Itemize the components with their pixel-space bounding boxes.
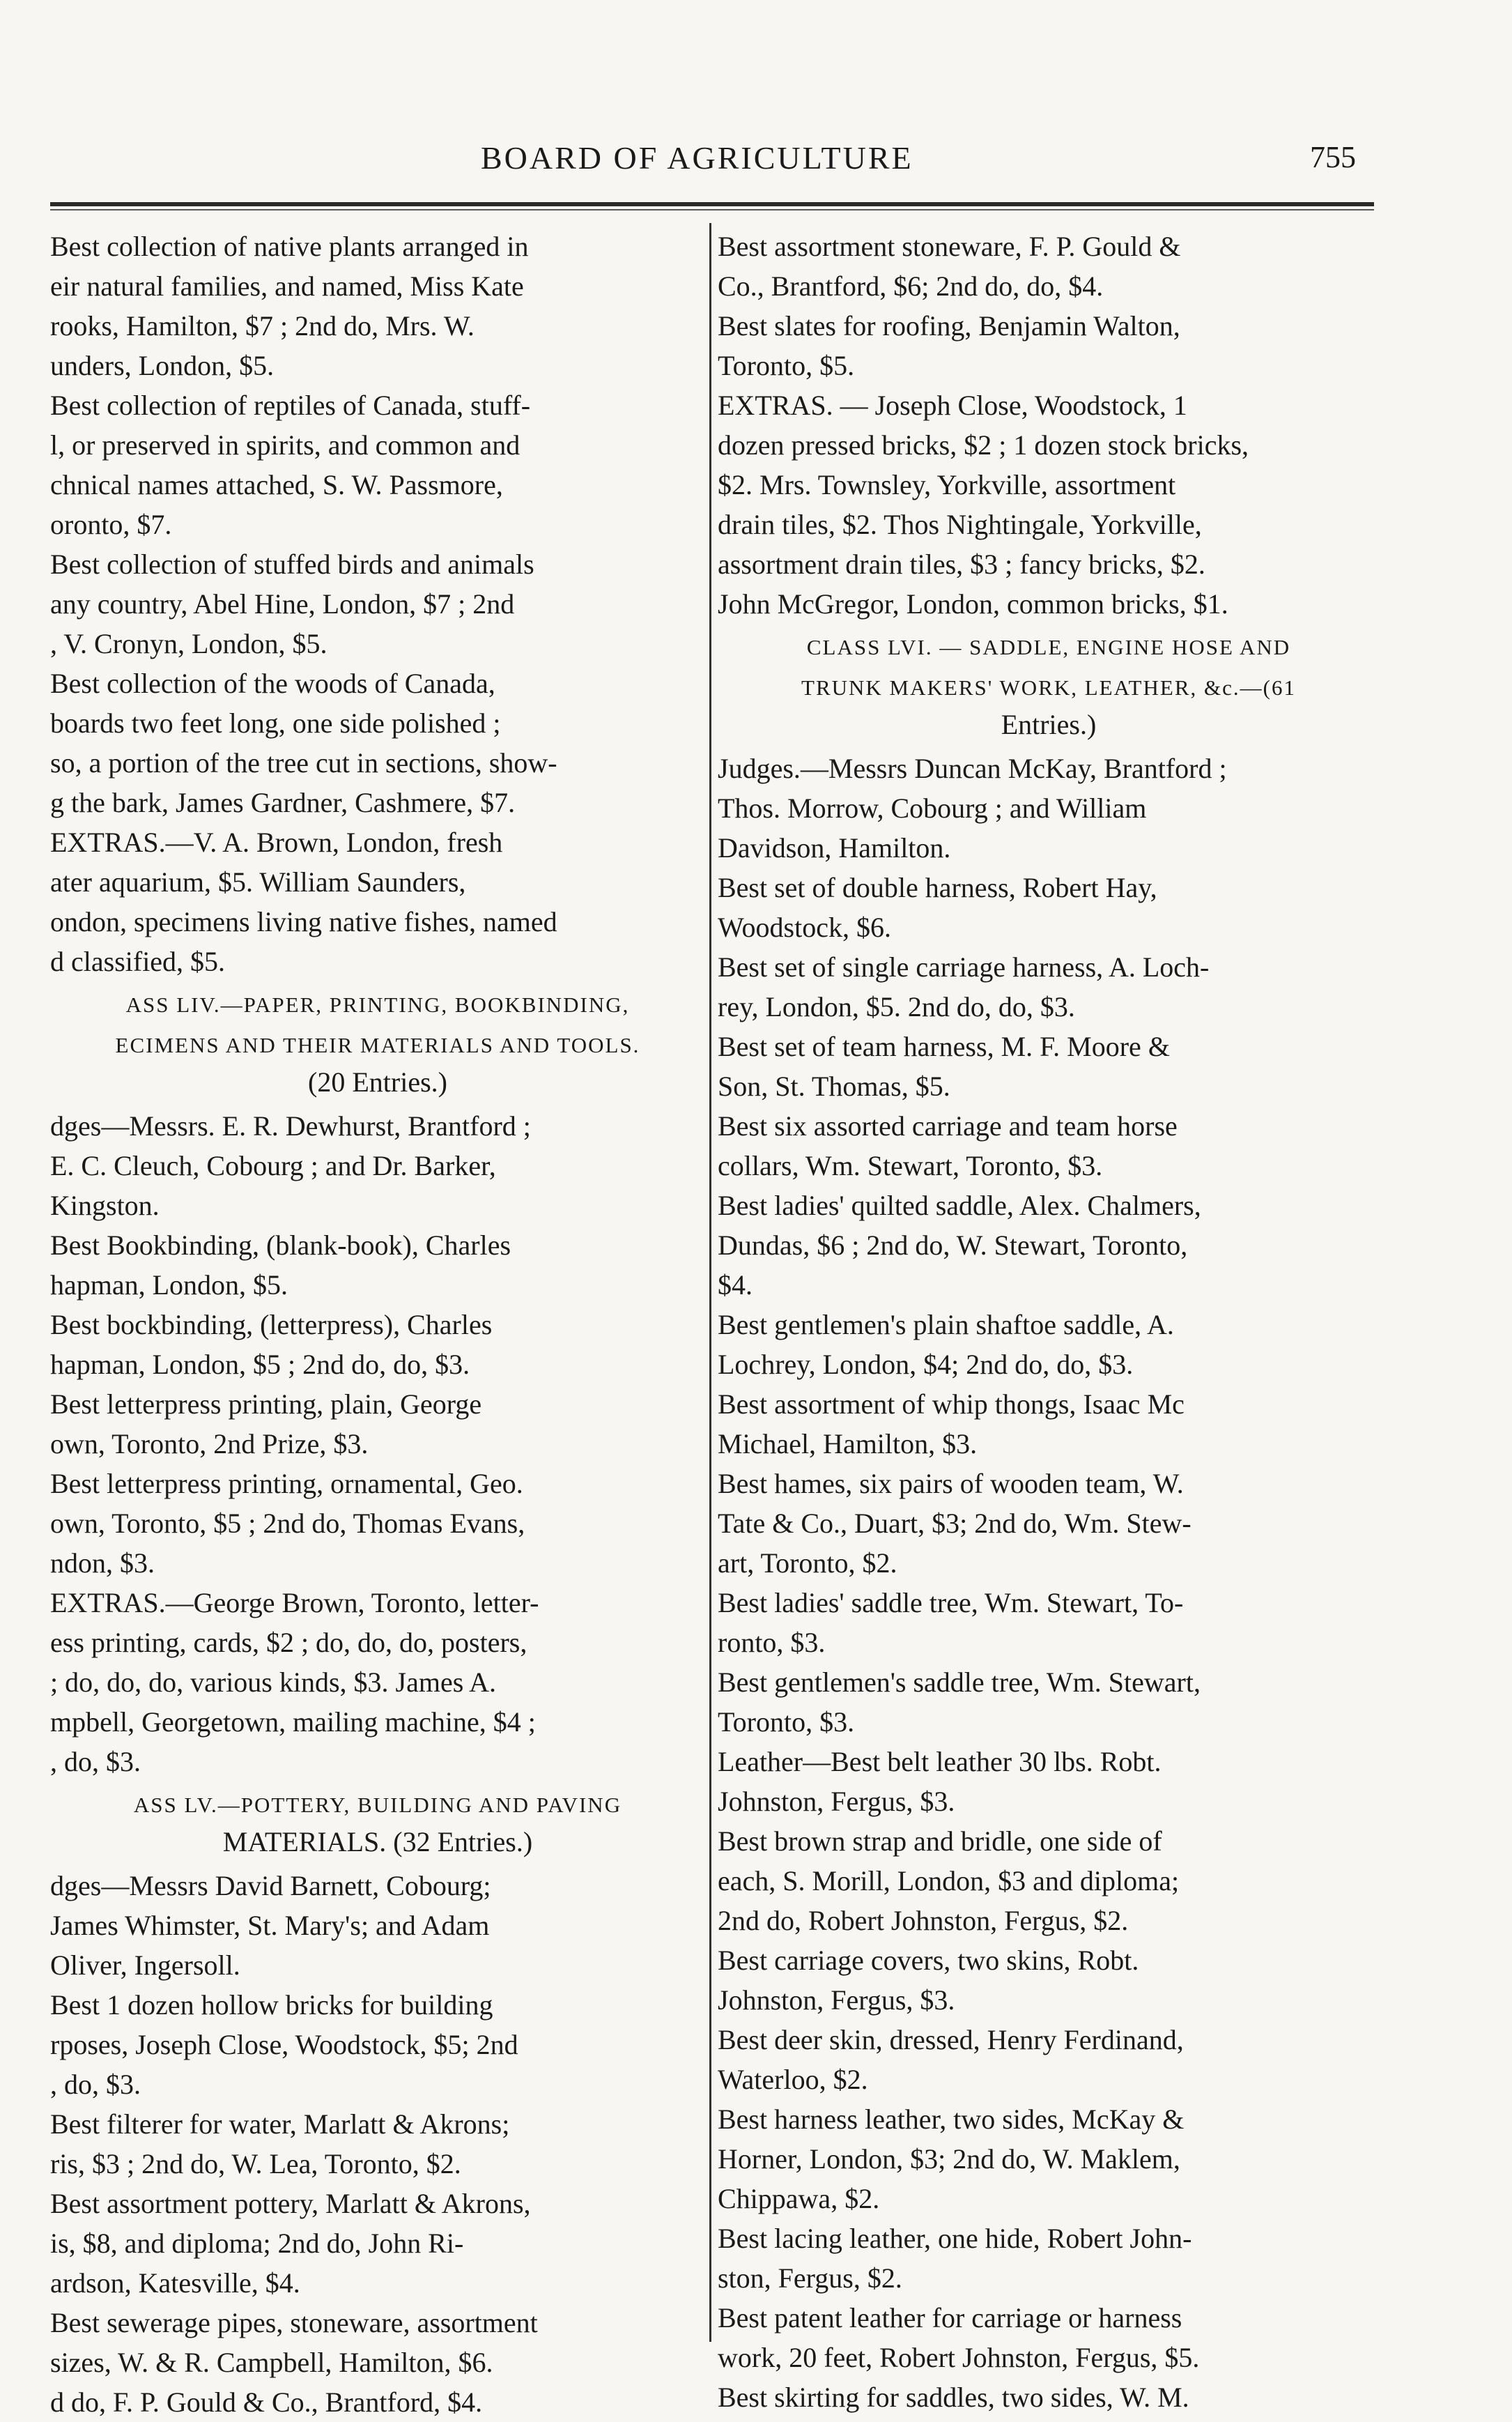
text-line: g the bark, James Gardner, Cashmere, $7. <box>50 787 516 818</box>
text-line: so, a portion of the tree cut in sections, show- <box>50 747 557 779</box>
text-line: Best filterer for water, Marlatt & Akrons; <box>50 2108 510 2140</box>
header-rule-thin <box>50 209 1374 210</box>
text-line: E. C. Cleuch, Cobourg ; and Dr. Barker, <box>50 1150 496 1181</box>
class-lvi-heading-2: TRUNK MAKERS' WORK, LEATHER, &c.—(61 <box>801 675 1296 700</box>
text-line: Best assortment of whip thongs, Isaac Mc <box>718 1388 1185 1420</box>
text-line: work, 20 feet, Robert Johnston, Fergus, $5. <box>718 2342 1200 2373</box>
text-line: Best harness leather, two sides, McKay & <box>718 2103 1185 2135</box>
text-line: ris, $3 ; 2nd do, W. Lea, Toronto, $2. <box>50 2148 461 2179</box>
text-line: Best collection of stuffed birds and animals <box>50 549 534 580</box>
text-line: ess printing, cards, $2 ; do, do, do, posters, <box>50 1627 527 1658</box>
text-line: mpbell, Georgetown, mailing machine, $4 ; <box>50 1706 536 1738</box>
text-line: Toronto, $3. <box>718 1706 855 1738</box>
text-line: rey, London, $5. 2nd do, do, $3. <box>718 991 1075 1022</box>
page-number: 755 <box>1310 140 1356 174</box>
text-line: Best collection of reptiles of Canada, stuff- <box>50 390 531 421</box>
text-line: Michael, Hamilton, $3. <box>718 1428 978 1459</box>
text-line: dozen pressed bricks, $2 ; 1 dozen stock bricks, <box>718 429 1249 461</box>
text-line: collars, Wm. Stewart, Toronto, $3. <box>718 1150 1103 1181</box>
right-column <box>718 227 1380 2417</box>
text-line: hapman, London, $5 ; 2nd do, do, $3. <box>50 1349 470 1380</box>
text-line: Woodstock, $6. <box>718 912 891 943</box>
class-liv-entries: (20 Entries.) <box>308 1066 447 1098</box>
text-line: unders, London, $5. <box>50 350 275 381</box>
text-line: EXTRAS.—George Brown, Toronto, letter- <box>50 1587 539 1618</box>
text-line: Best ladies' quilted saddle, Alex. Chalmers, <box>718 1190 1201 1221</box>
text-line: ; do, do, do, various kinds, $3. James A. <box>50 1666 496 1698</box>
class-liv-heading-2: ECIMENS AND THEIR MATERIALS AND TOOLS. <box>115 1033 640 1057</box>
column-divider <box>709 223 711 2342</box>
text-line: Waterloo, $2. <box>718 2064 868 2095</box>
text-line: $2. Mrs. Townsley, Yorkville, assortment <box>718 469 1176 500</box>
text-line: dges—Messrs David Barnett, Cobourg; <box>50 1870 491 1901</box>
text-line: Judges.—Messrs Duncan McKay, Brantford ; <box>718 753 1227 784</box>
text-line: Best set of double harness, Robert Hay, <box>718 872 1157 903</box>
text-line: , do, $3. <box>50 2069 141 2100</box>
text-line: any country, Abel Hine, London, $7 ; 2nd <box>50 588 515 620</box>
running-title: BOARD OF AGRICULTURE <box>481 140 913 176</box>
text-line: Best patent leather for carriage or harness <box>718 2302 1182 2333</box>
class-liv-heading: ASS LIV.—PAPER, PRINTING, BOOKBINDING, <box>125 992 630 1017</box>
text-line: Best slates for roofing, Benjamin Walton, <box>718 310 1180 342</box>
text-line: Johnston, Fergus, $3. <box>718 1984 955 2016</box>
text-line: Best gentlemen's plain shaftoe saddle, A. <box>718 1309 1174 1340</box>
text-line: 2nd do, Robert Johnston, Fergus, $2. <box>718 1905 1129 1936</box>
text-line: chnical names attached, S. W. Passmore, <box>50 469 503 500</box>
text-line: rooks, Hamilton, $7 ; 2nd do, Mrs. W. <box>50 310 475 342</box>
text-line: Best letterpress printing, ornamental, Geo. <box>50 1468 523 1499</box>
text-line: Co., Brantford, $6; 2nd do, do, $4. <box>718 270 1104 302</box>
text-line: boards two feet long, one side polished ; <box>50 707 501 739</box>
text-line: hapman, London, $5. <box>50 1269 288 1301</box>
text-line: , V. Cronyn, London, $5. <box>50 628 327 659</box>
text-line: ondon, specimens living native fishes, named <box>50 906 557 937</box>
text-line: Best bockbinding, (letterpress), Charles <box>50 1309 493 1340</box>
text-line: Best assortment pottery, Marlatt & Akrons, <box>50 2188 531 2219</box>
text-line: Best Bookbinding, (blank-book), Charles <box>50 1229 511 1261</box>
text-line: Best skirting for saddles, two sides, W. M. <box>718 2382 1189 2413</box>
text-line: Best 1 dozen hollow bricks for building <box>50 1989 493 2021</box>
text-line: Best set of team harness, M. F. Moore & <box>718 1031 1170 1062</box>
text-line: l, or preserved in spirits, and common and <box>50 429 520 461</box>
text-line: Best sewerage pipes, stoneware, assortment <box>50 2307 538 2338</box>
text-line: drain tiles, $2. Thos Nightingale, Yorkville, <box>718 509 1202 540</box>
text-line: Chippawa, $2. <box>718 2183 880 2214</box>
left-column <box>50 227 705 2422</box>
text-line: dges—Messrs. E. R. Dewhurst, Brantford ; <box>50 1110 531 1142</box>
text-line: own, Toronto, $5 ; 2nd do, Thomas Evans, <box>50 1508 525 1539</box>
text-line: Son, St. Thomas, $5. <box>718 1071 950 1102</box>
text-line: d classified, $5. <box>50 946 226 977</box>
text-line: rposes, Joseph Close, Woodstock, $5; 2nd <box>50 2029 518 2060</box>
text-line: Horner, London, $3; 2nd do, W. Maklem, <box>718 2143 1180 2175</box>
class-lv-heading-2: MATERIALS. (32 Entries.) <box>222 1826 533 1857</box>
text-line: ardson, Katesville, $4. <box>50 2267 300 2299</box>
text-line: , do, $3. <box>50 1746 141 1777</box>
header-rule <box>50 202 1374 206</box>
text-line: Kingston. <box>50 1190 160 1221</box>
text-line: assortment drain tiles, $3 ; fancy bricks, $2. <box>718 549 1205 580</box>
text-line: Dundas, $6 ; 2nd do, W. Stewart, Toronto, <box>718 1229 1188 1261</box>
class-lvi-entries: Entries.) <box>1001 709 1097 740</box>
text-line: Best carriage covers, two skins, Robt. <box>718 1945 1139 1976</box>
text-line: Best collection of native plants arranged in <box>50 231 529 262</box>
class-lv-heading: ASS LV.—POTTERY, BUILDING AND PAVING <box>133 1793 622 1817</box>
text-line: d do, F. P. Gould & Co., Brantford, $4. <box>50 2386 483 2418</box>
text-line: John McGregor, London, common bricks, $1. <box>718 588 1228 620</box>
text-line: sizes, W. & R. Campbell, Hamilton, $6. <box>50 2347 493 2378</box>
text-line: Leather—Best belt leather 30 lbs. Robt. <box>718 1746 1162 1777</box>
text-line: Best letterpress printing, plain, George <box>50 1388 482 1420</box>
text-line: Best lacing leather, one hide, Robert John- <box>718 2223 1192 2254</box>
text-line: own, Toronto, 2nd Prize, $3. <box>50 1428 369 1459</box>
text-line: James Whimster, St. Mary's; and Adam <box>50 1910 490 1941</box>
text-line: Davidson, Hamilton. <box>718 832 951 864</box>
text-line: is, $8, and diploma; 2nd do, John Ri- <box>50 2228 464 2259</box>
text-line: Tate & Co., Duart, $3; 2nd do, Wm. Stew- <box>718 1508 1191 1539</box>
text-line: oronto, $7. <box>50 509 172 540</box>
text-line: EXTRAS. — Joseph Close, Woodstock, 1 <box>718 390 1187 421</box>
text-line: each, S. Morill, London, $3 and diploma; <box>718 1865 1180 1896</box>
page-header <box>0 132 1512 188</box>
text-line: Thos. Morrow, Cobourg ; and William <box>718 792 1147 824</box>
text-line: Best brown strap and bridle, one side of <box>718 1825 1162 1857</box>
text-line: art, Toronto, $2. <box>718 1547 897 1579</box>
text-line: Best deer skin, dressed, Henry Ferdinand, <box>718 2024 1184 2055</box>
text-line: Best set of single carriage harness, A. Loch- <box>718 951 1210 983</box>
text-line: Best collection of the woods of Canada, <box>50 668 495 699</box>
text-line: EXTRAS.—V. A. Brown, London, fresh <box>50 827 503 858</box>
text-line: $4. <box>718 1269 753 1301</box>
class-lvi-heading: CLASS LVI. — SADDLE, ENGINE HOSE AND <box>806 635 1291 659</box>
text-line: Best assortment stoneware, F. P. Gould & <box>718 231 1181 262</box>
text-line: Johnston, Fergus, $3. <box>718 1786 955 1817</box>
text-line: Oliver, Ingersoll. <box>50 1949 240 1981</box>
text-line: ater aquarium, $5. William Saunders, <box>50 866 466 898</box>
text-line: Best gentlemen's saddle tree, Wm. Stewart, <box>718 1666 1201 1698</box>
text-line: Best six assorted carriage and team horse <box>718 1110 1178 1142</box>
text-line: Lochrey, London, $4; 2nd do, do, $3. <box>718 1349 1134 1380</box>
text-line: eir natural families, and named, Miss Kate <box>50 270 524 302</box>
text-line: ston, Fergus, $2. <box>718 2262 902 2294</box>
text-line: Best ladies' saddle tree, Wm. Stewart, To- <box>718 1587 1184 1618</box>
text-line: Toronto, $5. <box>718 350 855 381</box>
text-line: ndon, $3. <box>50 1547 155 1579</box>
text-line: Best hames, six pairs of wooden team, W. <box>718 1468 1184 1499</box>
text-line: ronto, $3. <box>718 1627 826 1658</box>
